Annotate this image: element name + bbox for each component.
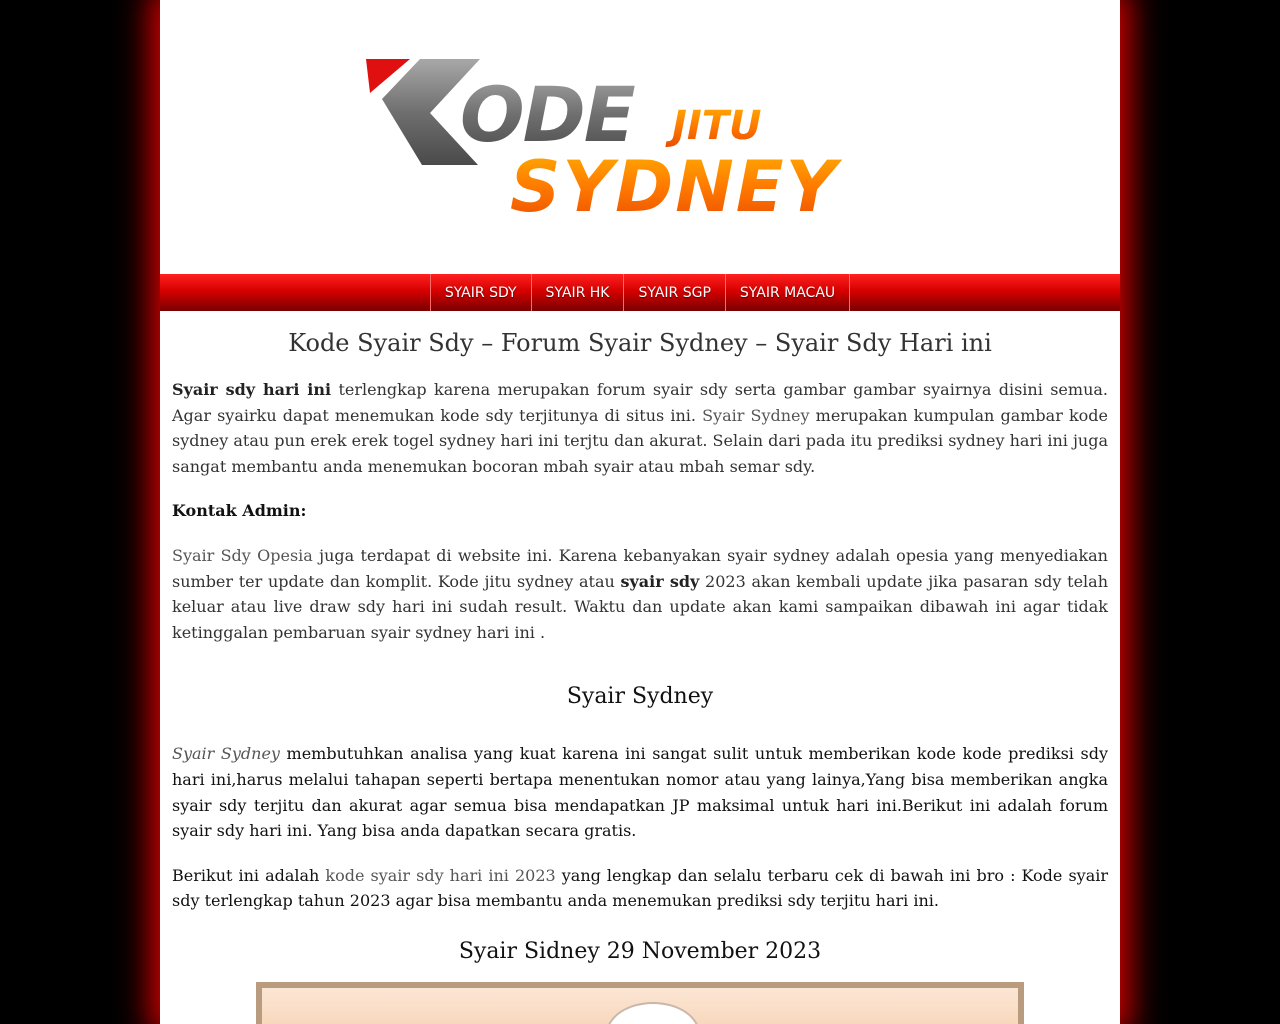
logo-word-kode: ODE: [460, 70, 634, 159]
syair-sdy-opesia-link[interactable]: Syair Sdy Opesia: [172, 545, 313, 565]
page-title: Kode Syair Sdy – Forum Syair Sydney – Syair Sdy Hari ini: [288, 329, 992, 357]
opesia-bold: syair sdy: [620, 571, 700, 591]
kode-syair-sdy-link[interactable]: kode syair sdy hari ini 2023: [325, 865, 556, 885]
contact-admin-paragraph: [172, 498, 1108, 524]
opesia-text-a: juga terdapat di website ini. Karena kebanyakan syair sydney adalah opesia yang menyediakan sumber ter update dan komplit. Kode jitu sydney atau: [172, 545, 1108, 591]
nav-item-syair-hk[interactable]: SYAIR HK: [532, 274, 625, 311]
logo-word-sydney: SYDNEY: [510, 146, 839, 217]
kode-text-b: yang lengkap dan selalu terbaru cek di bawah ini bro : Kode syair sdy terlengkap tahun 2023 agar bisa membantu anda menemukan prediksi sdy terjitu hari ini.: [172, 865, 1109, 911]
nav-item-syair-macau[interactable]: SYAIR MACAU: [726, 274, 850, 311]
intro-text-a: terlengkap karena merupakan forum syair sdy serta gambar gambar syairnya disini semua. Agar syairku dapat menemukan kode sdy terjitunya di situs ini.: [172, 380, 1108, 425]
opesia-text-b: 2023 akan kembali update jika pasaran sdy telah keluar atau live draw sdy hari ini sudah result. Waktu dan update akan kami sampaikan dibawah ini agar tidak ketinggalan pembaruan syair sydney hari ini .: [172, 571, 1108, 642]
kode-syair-paragraph: [172, 863, 1108, 914]
analysis-text: membutuhkan analisa yang kuat karena ini sangat sulit untuk memberikan kode kode prediksi sdy hari ini,harus melalui tahapan seperti bertapa menentukan nomor atau yang lainya,Yang bisa memberikan angka syair sdy terjitu dan akurat agar semua bisa mendapatkan JP maksimal untuk hari ini.Berikut ini adalah forum syair sdy hari ini. Yang bisa anda dapatkan secara gratis.: [172, 744, 1108, 841]
main-content: [160, 327, 1120, 1024]
contact-admin-label: Kontak Admin:: [172, 501, 307, 521]
opesia-paragraph: [172, 543, 1108, 645]
nav-item-syair-sgp[interactable]: SYAIR SGP: [624, 274, 725, 311]
syair-image[interactable]: [262, 988, 1018, 1024]
syair-emblem-icon: [606, 1002, 700, 1024]
syair-image-frame: [256, 982, 1024, 1024]
site-logo[interactable]: [360, 55, 922, 217]
logo-word-jitu: JITU: [672, 103, 762, 149]
intro-paragraph: [172, 377, 1108, 479]
kode-text-a: Berikut ini adalah: [172, 865, 326, 885]
nav-item-syair-sdy[interactable]: SYAIR SDY: [431, 274, 532, 311]
section-title-syair-sydney: Syair Sydney: [566, 684, 714, 710]
syair-sydney-italic-link[interactable]: Syair Sydney: [172, 744, 280, 764]
section-title-syair-sidney-date: Syair Sidney 29 November 2023: [458, 938, 822, 964]
analysis-paragraph: [172, 741, 1108, 843]
site-header: [160, 0, 1120, 274]
intro-bold-lead: Syair sdy hari ini: [172, 380, 332, 399]
page-container: [160, 0, 1120, 1024]
intro-text-b: merupakan kumpulan gambar kode sydney atau pun erek erek togel sydney hari ini terjtu dan akurat. Selain dari pada itu prediksi sydney hari ini juga sangat membantu anda menemukan bocoran mbah syair atau mbah semar sdy.: [172, 405, 1108, 476]
nav-list: [430, 274, 850, 311]
syair-sydney-link[interactable]: Syair Sydney: [702, 405, 810, 425]
main-navigation: [160, 274, 1120, 311]
